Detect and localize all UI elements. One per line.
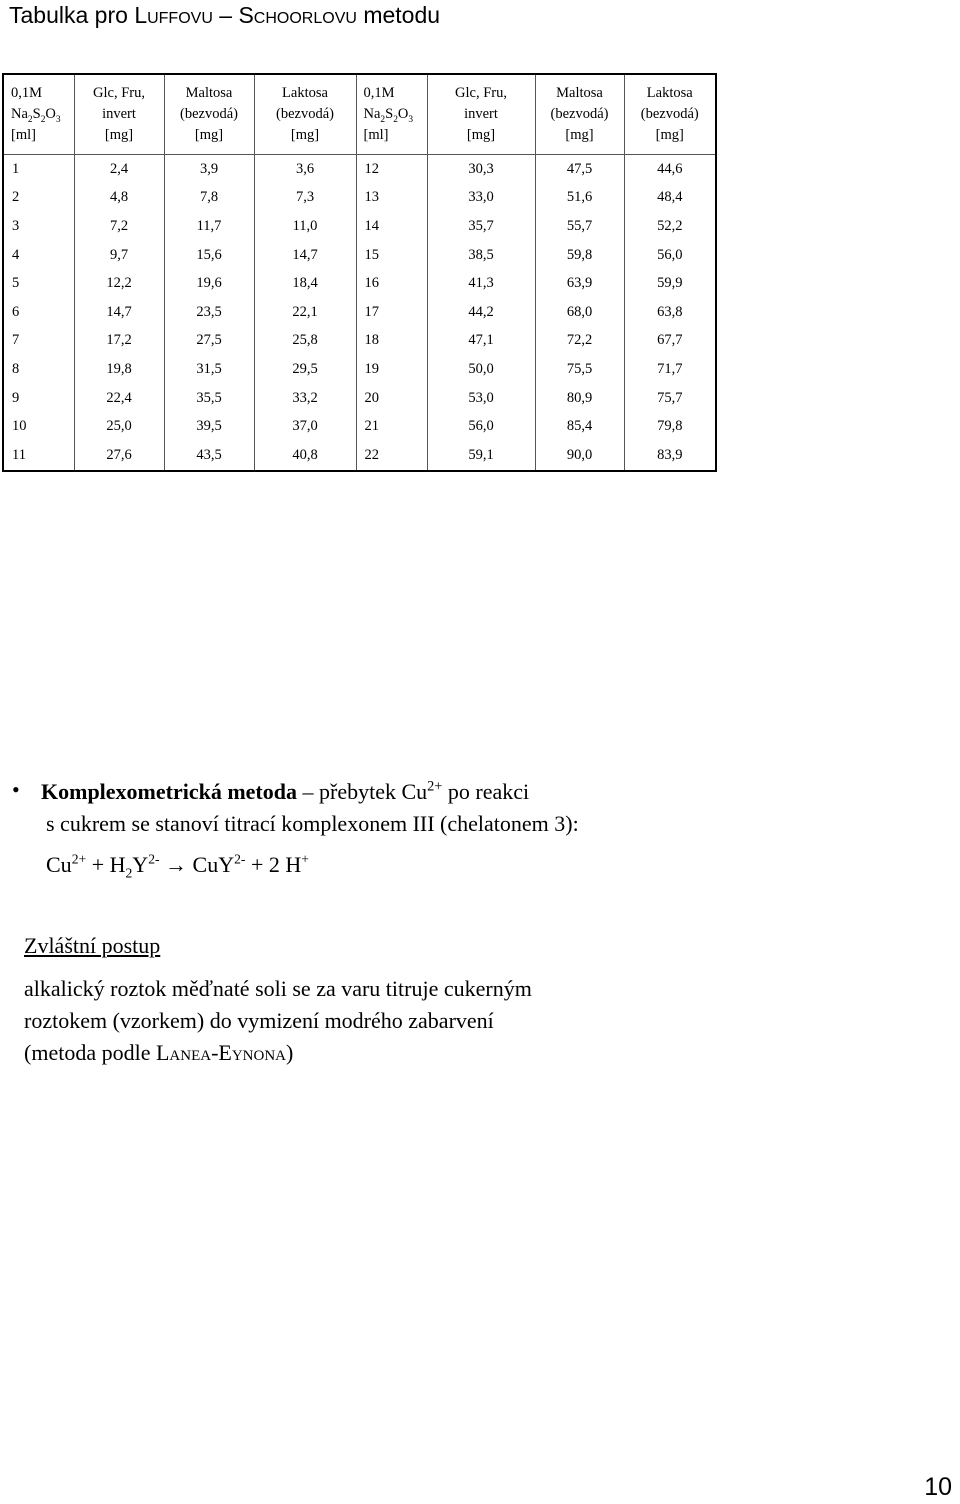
table-cell: 10 bbox=[12, 418, 27, 435]
column-header: 0,1M $Na_2S_2O_3$ [ml] bbox=[11, 85, 61, 143]
complexometry-title: Komplexometrická metoda bbox=[41, 779, 297, 804]
table-cell: 7,3 bbox=[254, 184, 356, 213]
column-header: Glc, Fru, invert [mg] bbox=[74, 74, 164, 155]
table-cell: 22,1 bbox=[254, 298, 356, 327]
table-cell: 19,8 bbox=[74, 355, 164, 384]
table-cell: 71,7 bbox=[624, 355, 716, 384]
table-cell: 44,2 bbox=[427, 298, 535, 327]
table-cell: 56,0 bbox=[624, 241, 716, 270]
table-cell: 17 bbox=[356, 298, 427, 327]
table-cell: 90,0 bbox=[535, 441, 624, 471]
table-cell: 2,4 bbox=[74, 155, 164, 184]
table-cell: 14,7 bbox=[74, 298, 164, 327]
complexometry-title-line: Komplexometrická metoda – přebytek $Cu^{2+}$ po reakci bbox=[41, 778, 530, 804]
table-cell: 15,6 bbox=[164, 241, 254, 270]
table-cell: 59,9 bbox=[624, 269, 716, 298]
table-cell: 52,2 bbox=[624, 212, 716, 241]
table-cell: 59,1 bbox=[427, 441, 535, 471]
column-header: 0,1M $Na_2S_2O_3$ [ml] bbox=[356, 74, 427, 155]
table-cell: 37,0 bbox=[254, 412, 356, 441]
table-cell: 18 bbox=[356, 327, 427, 356]
bullet-icon: • bbox=[12, 777, 20, 802]
table-cell: 51,6 bbox=[535, 184, 624, 213]
column-header: Laktosa (bezvodá) [mg] bbox=[254, 74, 356, 155]
table-cell: 41,3 bbox=[427, 269, 535, 298]
table-cell: 80,9 bbox=[535, 384, 624, 413]
table-cell: 22,4 bbox=[74, 384, 164, 413]
table-cell: 33,0 bbox=[427, 184, 535, 213]
table-cell: 3,6 bbox=[254, 155, 356, 184]
table-cell: 11,7 bbox=[164, 212, 254, 241]
table-cell: 14,7 bbox=[254, 241, 356, 270]
table-cell: 13 bbox=[356, 184, 427, 213]
table-row bbox=[3, 384, 716, 413]
table-cell: 3,9 bbox=[164, 155, 254, 184]
table-row bbox=[3, 269, 716, 298]
table-row bbox=[3, 327, 716, 356]
table-cell: 50,0 bbox=[427, 355, 535, 384]
table-cell: 12,2 bbox=[74, 269, 164, 298]
table-cell: 56,0 bbox=[427, 412, 535, 441]
table-cell: 40,8 bbox=[254, 441, 356, 471]
table-cell: 22 bbox=[356, 441, 427, 471]
complexometry-line1-rest: přebytek $Cu^{2+}$ po reakci bbox=[319, 778, 530, 804]
table-cell: 17,2 bbox=[74, 327, 164, 356]
table-cell: 35,7 bbox=[427, 212, 535, 241]
table-cell: 27,5 bbox=[164, 327, 254, 356]
table-row bbox=[3, 355, 716, 384]
column-header: Glc, Fru, invert [mg] bbox=[427, 74, 535, 155]
table-cell: 27,6 bbox=[74, 441, 164, 471]
table-cell: 83,9 bbox=[624, 441, 716, 471]
table-cell: 18,4 bbox=[254, 269, 356, 298]
column-header: Laktosa (bezvodá) [mg] bbox=[624, 74, 716, 155]
column-header: Maltosa (bezvodá) [mg] bbox=[535, 74, 624, 155]
column-header: Maltosa (bezvodá) [mg] bbox=[164, 74, 254, 155]
table-cell: 29,5 bbox=[254, 355, 356, 384]
table-cell: 20 bbox=[356, 384, 427, 413]
table-cell: 5 bbox=[12, 275, 20, 292]
table-cell: 55,7 bbox=[535, 212, 624, 241]
table-cell: 19 bbox=[356, 355, 427, 384]
special-procedure-heading: Zvláštní postup bbox=[24, 933, 161, 958]
table-cell: 16 bbox=[356, 269, 427, 298]
table-cell: 53,0 bbox=[427, 384, 535, 413]
table-cell: 38,5 bbox=[427, 241, 535, 270]
table-cell: 44,6 bbox=[624, 155, 716, 184]
table-cell: 75,5 bbox=[535, 355, 624, 384]
table-cell: 4 bbox=[12, 246, 20, 263]
table-cell: 21 bbox=[356, 412, 427, 441]
table-cell: 85,4 bbox=[535, 412, 624, 441]
table-cell: 6 bbox=[12, 303, 20, 320]
table-cell: 7,8 bbox=[164, 184, 254, 213]
table-cell: 2 bbox=[12, 189, 20, 206]
table-cell: 68,0 bbox=[535, 298, 624, 327]
special-procedure-line3: (metoda podle Lanea-Eynona) bbox=[24, 1040, 294, 1065]
table-cell: 7,2 bbox=[74, 212, 164, 241]
table-cell: 7 bbox=[12, 332, 20, 349]
table-row bbox=[3, 241, 716, 270]
table-cell: 30,3 bbox=[427, 155, 535, 184]
table-row bbox=[3, 298, 716, 327]
special-procedure-line1: alkalický roztok měďnaté soli se za varu titruje cukerným bbox=[24, 976, 532, 1001]
table-row bbox=[3, 412, 716, 441]
complexometry-line2: s cukrem se stanoví titrací komplexonem III (chelatonem 3): bbox=[46, 811, 579, 836]
table-cell: 25,0 bbox=[74, 412, 164, 441]
table-cell: 67,7 bbox=[624, 327, 716, 356]
table-cell: 4,8 bbox=[74, 184, 164, 213]
table-cell: 25,8 bbox=[254, 327, 356, 356]
special-procedure-line2: roztokem (vzorkem) do vymizení modrého zabarvení bbox=[24, 1008, 494, 1033]
table-row bbox=[3, 212, 716, 241]
author-name-lane-eynon: Lanea-Eynona bbox=[155, 1040, 286, 1065]
table-cell: 12 bbox=[356, 155, 427, 184]
table-cell: 47,1 bbox=[427, 327, 535, 356]
table-cell: 63,9 bbox=[535, 269, 624, 298]
table-cell: 1 bbox=[12, 160, 20, 177]
table-cell: 9,7 bbox=[74, 241, 164, 270]
table-cell: 3 bbox=[12, 217, 20, 234]
author-name-luff: Luffovu bbox=[134, 2, 213, 28]
table-cell: 72,2 bbox=[535, 327, 624, 356]
table-cell: 47,5 bbox=[535, 155, 624, 184]
table-row bbox=[3, 441, 716, 471]
table-body bbox=[3, 155, 716, 471]
table-cell: 11,0 bbox=[254, 212, 356, 241]
table-cell: 31,5 bbox=[164, 355, 254, 384]
table-cell: 63,8 bbox=[624, 298, 716, 327]
table-cell: 43,5 bbox=[164, 441, 254, 471]
page-number: 10 bbox=[924, 1473, 952, 1501]
luff-schoorl-table bbox=[2, 73, 717, 472]
table-cell: 15 bbox=[356, 241, 427, 270]
table-cell: 11 bbox=[12, 446, 26, 463]
table-cell: 9 bbox=[12, 389, 20, 406]
table-cell: 23,5 bbox=[164, 298, 254, 327]
titration-equation: $Cu^{2+} + H_2Y^{2-} \to CuY^{2-} + 2$ H+ bbox=[46, 851, 309, 881]
table-header-row bbox=[3, 74, 716, 155]
table-cell: 8 bbox=[12, 360, 20, 377]
table-row bbox=[3, 184, 716, 213]
author-name-schoorl: Schoorlovu bbox=[238, 2, 357, 28]
table-cell: 39,5 bbox=[164, 412, 254, 441]
table-cell: 14 bbox=[356, 212, 427, 241]
table-cell: 79,8 bbox=[624, 412, 716, 441]
table-cell: 35,5 bbox=[164, 384, 254, 413]
table-cell: 33,2 bbox=[254, 384, 356, 413]
table-cell: 59,8 bbox=[535, 241, 624, 270]
table-cell: 48,4 bbox=[624, 184, 716, 213]
table-cell: 19,6 bbox=[164, 269, 254, 298]
table-cell: 75,7 bbox=[624, 384, 716, 413]
page-title: Tabulka pro Luffovu – Schoorlovu metodu bbox=[9, 2, 441, 28]
table-row bbox=[3, 155, 716, 184]
